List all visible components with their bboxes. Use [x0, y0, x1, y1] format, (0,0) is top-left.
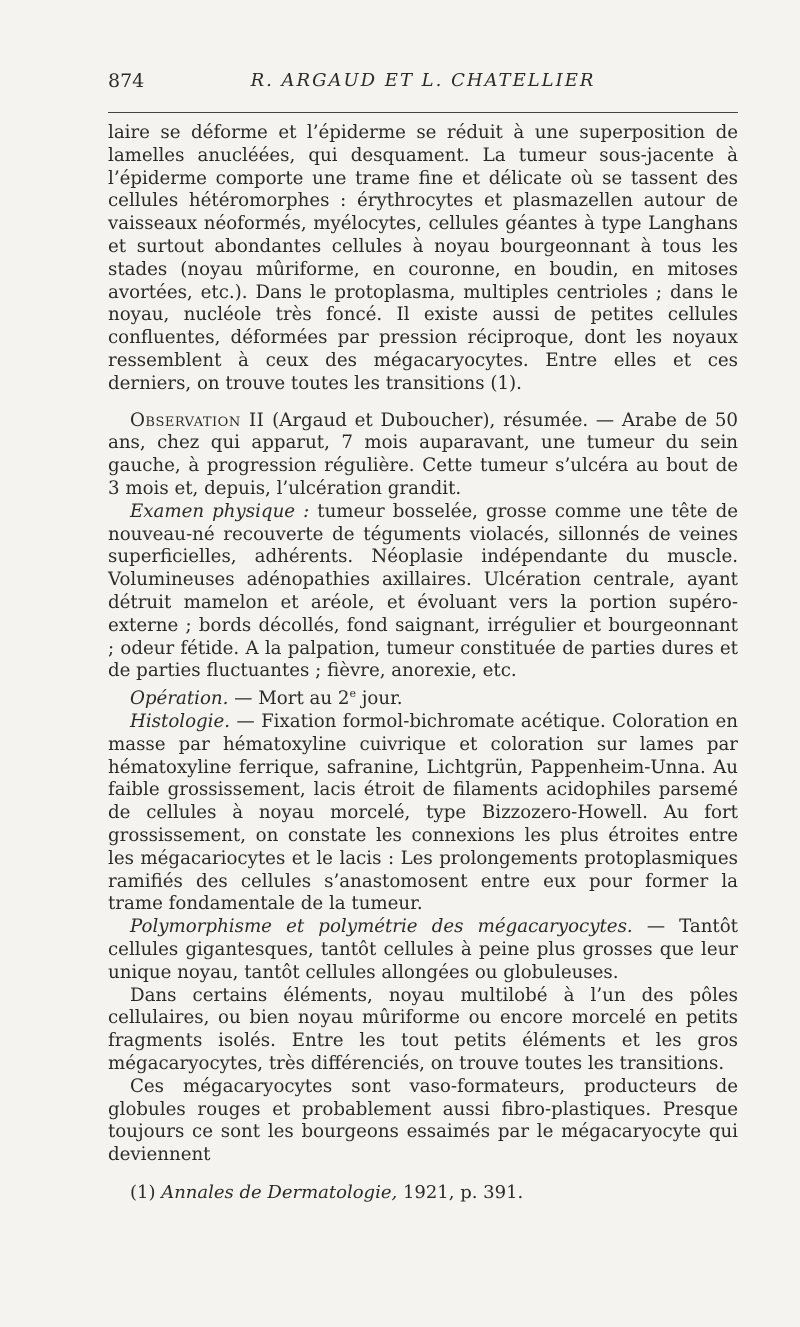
footnote-marker: (1)	[130, 1182, 162, 1203]
paragraph-ces: Ces mégacaryocytes sont vaso-formateurs, producteurs de globules rouges et probablement aussi fibro-plastiques. Presque toujours ce sont les bourgeons essaimés par le mégacaryocyte qui deviennent	[108, 1075, 738, 1166]
observation-label: Observation II	[130, 409, 265, 431]
paragraph-examen	[108, 501, 738, 683]
paragraph-dans: Dans certains éléments, noyau multilobé à l’un des pôles cellulaires, ou bien noyau mûriforme ou encore morcelé en petits fragments isolés. Entre les tout petits éléments et les gros mégacaryocytes, très différenciés, on trouve toutes les transitions.	[108, 984, 738, 1074]
header-rule	[108, 112, 738, 113]
footnote	[108, 1182, 738, 1204]
histologie-text: — Fixation formol-bichromate acétique. Coloration en masse par hématoxyline cuivrique et coloration sur lames par hématoxyline ferrique, safranine, Lichtgrün, Pappenheim-Unna. Au faible grossissement, lacis étroit de filaments acidophiles parsemé de cellules à noyau morcelé, type Bizzozero-Howell. Au fort grossissement, on constate les connexions les plus étroites entre les mégacariocytes et le lacis : Les prolongements protoplasmiques ramifiés des cellules s’anastomosent entre eux pour former la trame fondamentale de la tumeur.	[108, 710, 738, 915]
histologie-label: Histologie.	[130, 710, 231, 732]
running-title: R. ARGAUD ET L. CHATELLIER	[250, 70, 596, 91]
footnote-ref: 1921, p. 391.	[397, 1182, 524, 1203]
polymorphisme-label: Polymorphisme et polymétrie des mégacaryocytes.	[130, 916, 633, 938]
paragraph-observation	[108, 410, 738, 501]
polymorphisme-text: — Tantôt cellules gigantesques, tantôt cellules à peine plus grosses que leur unique noyau, tantôt cellules allongées ou globuleuses.	[108, 916, 738, 983]
paragraph-polymorphisme	[108, 916, 738, 984]
body-text	[108, 122, 738, 1167]
operation-text-end: jour.	[355, 688, 403, 710]
page-number: 874	[108, 70, 145, 92]
footnote-journal: Annales de Dermatologie,	[161, 1182, 398, 1203]
operation-superscript: e	[349, 687, 356, 701]
observation-text: (Argaud et Duboucher), résumée. — Arabe de 50 ans, chez qui apparut, 7 mois auparavant, une tumeur du sein gauche, à progression régulière. Cette tumeur s’ulcéra au bout de 3 mois et, depuis, l’ulcération grandit.	[108, 409, 739, 499]
page-header	[108, 70, 738, 100]
operation-label: Opération.	[130, 688, 229, 710]
examen-label: Examen physique :	[130, 500, 310, 522]
paragraph-continuation: laire se déforme et l’épiderme se réduit à une superposition de lamelles anucléées, qui desquament. La tumeur sous-jacente à l’épiderme comporte une trame fine et délicate où se tassent des cellules hétéromorphes : érythrocytes et plasmazellen autour de vaisseaux néoformés, myélocytes, cellules géantes à type Langhans et surtout abondantes cellules à noyau bourgeonnant à tous les stades (noyau mûriforme, en couronne, en boudin, en mitoses avortées, etc.). Dans le protoplasma, multiples centrioles ; dans le noyau, nucléole très foncé. Il existe aussi de petites cellules confluentes, déformées par pression réciproque, dont les noyaux ressemblent à ceux des mégacaryocytes. Entre elles et ces derniers, on trouve toutes les transitions (1).	[108, 122, 738, 394]
examen-text: tumeur bosselée, grosse comme une tête de nouveau-né recouverte de téguments violacés, sillonnés de veines superficielles, adhérents. Néoplasie indépendante du muscle. Volumineuses adénopathies axillaires. Ulcération centrale, ayant détruit mamelon et aréole, et évoluant vers la portion supéro-externe ; bords décollés, fond saignant, irrégulier et bourgeonnant ; odeur fétide. A la palpation, tumeur constituée de parties dures et de parties fluctuantes ; fièvre, anorexie, etc.	[108, 500, 738, 682]
paragraph-histologie	[108, 711, 738, 916]
paragraph-operation	[108, 683, 738, 711]
operation-text: — Mort au 2	[228, 688, 350, 710]
